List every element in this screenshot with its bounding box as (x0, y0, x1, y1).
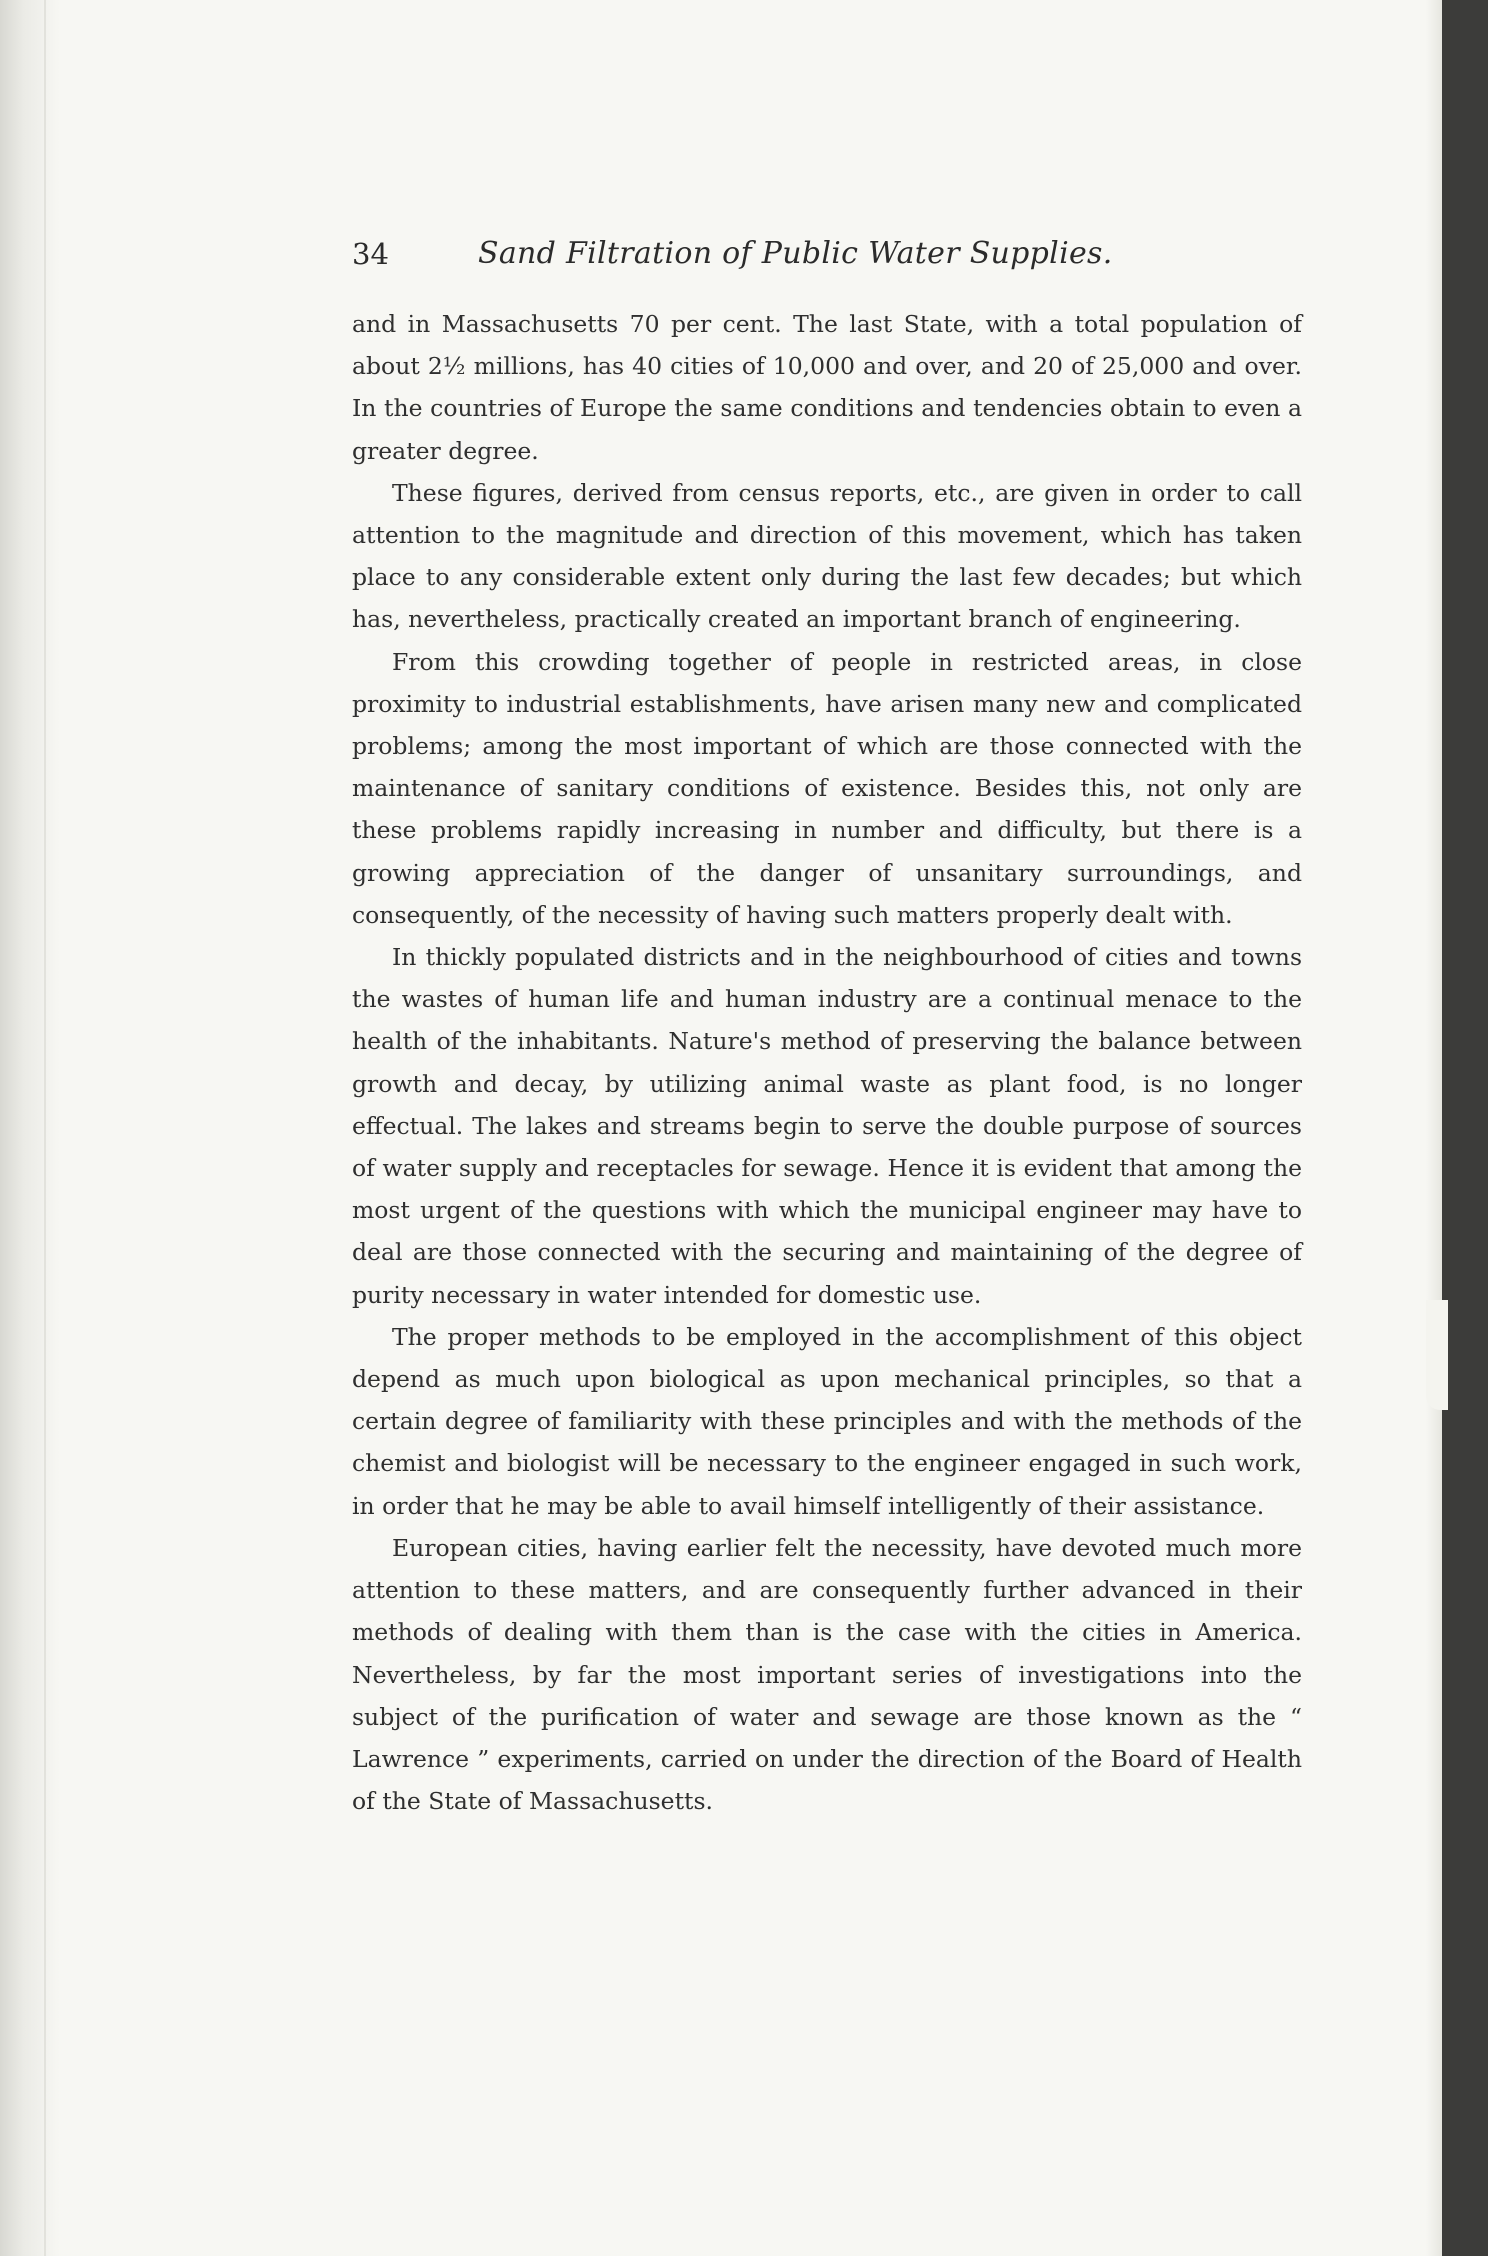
page-border-line (44, 0, 46, 2256)
body-text (352, 303, 1302, 1822)
paragraph: From this crowding together of people in restricted areas, in close proximity to industrial establishments, have arisen many new and complicated problems; among the most important of which are those connected with the maintenance of sanitary conditions of existence. Besides this, not only are these problems rapidly increasing in number and difficulty, but there is a growing appreciation of the danger of unsanitary surroundings, and consequently, of the necessity of having such matters properly dealt with. (352, 647, 1302, 929)
page-edge-shade (1426, 0, 1442, 2256)
page-edge-notch (1426, 1300, 1448, 1410)
paragraph: European cities, having earlier felt the necessity, have devoted much more attention to these matters, and are consequently further advanced in their methods of dealing with them than is the case with the cities in America. Nevertheless, by far the most important series of investigations into the subject of the purification of water and sewage are those known as the “ Lawrence ” experiments, carried on under the direction of the Board of Health of the State of Massachusetts. (352, 1533, 1302, 1816)
paragraph: In thickly populated districts and in the neighbourhood of cities and towns the wastes of human life and human industry are a continual menace to the health of the inhabitants. Nature's method of preserving the balance between growth and decay, by utilizing animal waste as plant food, is no longer effectual. The lakes and streams begin to serve the double purpose of sources of water supply and receptacles for sewage. Hence it is evident that among the most urgent of the questions with which the municipal engineer may have to deal are those connected with the securing and maintaining of the degree of purity necessary in water intended for domestic use. (352, 943, 1302, 1309)
paragraph: The proper methods to be employed in the accomplishment of this object depend as much upon biological as upon mechanical principles, so that a certain degree of familiarity with these principles and with the methods of the chemist and biologist will be necessary to the engineer engaged in such work, in order that he may be able to avail himself intelligently of their assistance. (352, 1322, 1302, 1520)
binding-shadow (0, 0, 60, 2256)
paragraph: and in Massachusetts 70 per cent. The last State, with a total population of about 2½ millions, has 40 cities of 10,000 and over, and 20 of 25,000 and over. In the countries of Europe the same conditions and tendencies obtain to even a greater degree. (352, 310, 1302, 465)
page-header (352, 232, 1312, 276)
adjacent-page-edge (1442, 0, 1488, 2256)
page-number: 34 (352, 237, 389, 271)
running-head: Sand Filtration of Public Water Supplies. (478, 236, 1113, 271)
paragraph: These figures, derived from census reports, etc., are given in order to call attention to the magnitude and direction of this movement, which has taken place to any considerable extent only during the last few decades; but which has, nevertheless, practically created an important branch of engineering. (352, 478, 1302, 634)
